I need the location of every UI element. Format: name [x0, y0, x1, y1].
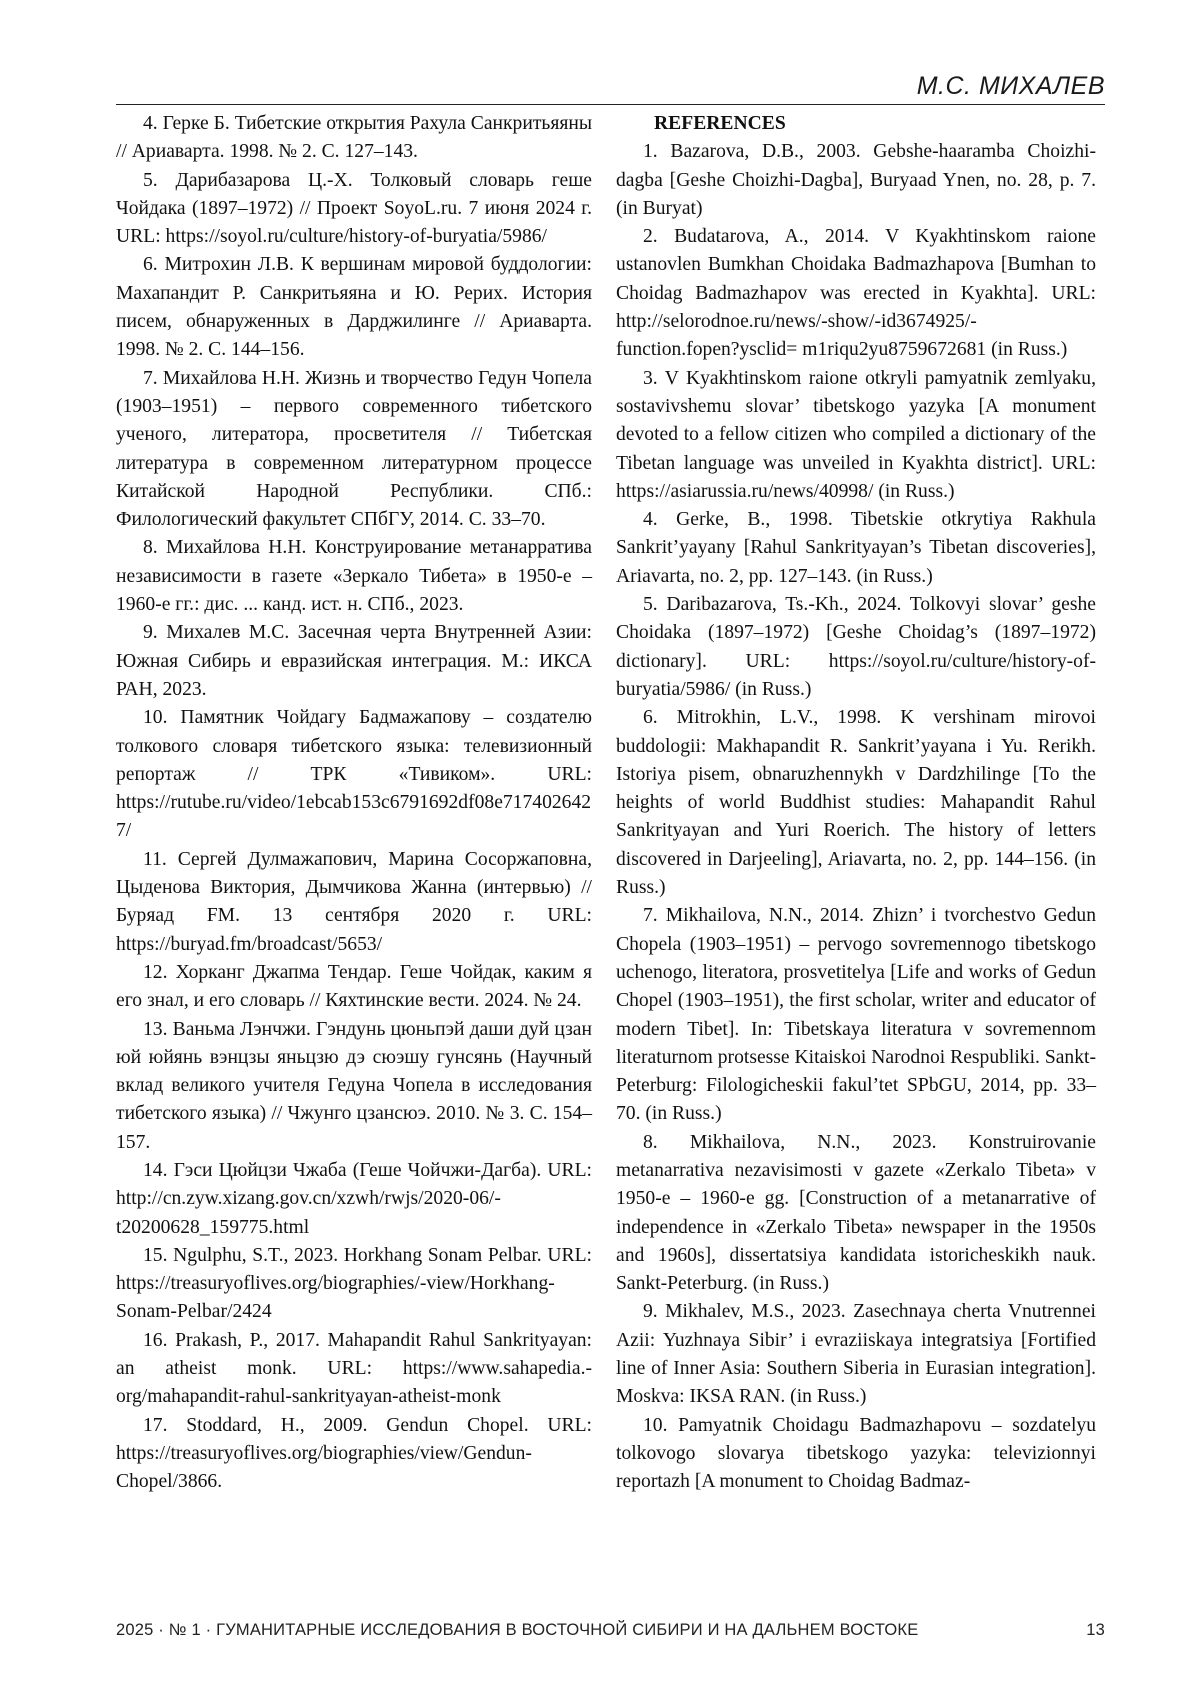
right-column-references	[616, 110, 1096, 1497]
reference-item: 12. Хорканг Джапма Тендар. Геше Чойдак, каким я его знал, и его словарь // Кяхтинские вести. 2024. № 24.	[116, 961, 592, 1012]
reference-item: 15. Ngulphu, S.T., 2023. Horkhang Sonam Pelbar. URL: https://treasuryoflives.org/biographies/-view/Horkhang-Sonam-Pelbar/2424	[116, 1244, 592, 1323]
reference-item: 4. Gerke, B., 1998. Tibetskie otkrytiya Rakhula Sankrit’yayany [Rahul Sankrityayan’s Tibetan discoveries], Ariavarta, no. 2, pp. 127–143. (in Russ.)	[616, 509, 1096, 587]
journal-title: 2025 · № 1 · ГУМАНИТАРНЫЕ ИССЛЕДОВАНИЯ В ВОСТОЧНОЙ СИБИРИ И НА ДАЛЬНЕМ ВОСТОКЕ	[116, 1621, 919, 1639]
reference-item: 9. Михалев М.С. Засечная черта Внутренней Азии: Южная Сибирь и евразийская интеграция. М.: ИКСА РАН, 2023.	[116, 622, 592, 700]
reference-item: 13. Ваньма Лэнчжи. Гэндунь цюньпэй даши дуй цзан юй юйянь вэнцзы яньцзю дэ сюэшу гунсянь (Научный вклад великого учителя Гедуна Чопела в исследования тибетского языка) // Чжунго цзансюэ. 2010. № 3. С. 154–157.	[116, 1018, 592, 1153]
left-column-references	[116, 110, 592, 1497]
reference-item: 5. Daribazarova, Ts.-Kh., 2024. Tolkovyi slovar’ geshe Choidaka (1897–1972) [Geshe Choidag’s (1897–1972) dictionary]. URL: https://soyol.ru/culture/history-of-buryatia/5986/ (in Russ.)	[616, 594, 1096, 700]
running-title: М.С. МИХАЛЕВ	[916, 72, 1105, 100]
reference-item: 1. Bazarova, D.B., 2003. Gebshe-haaramba Choizhi-dagba [Geshe Choizhi-Dagba], Buryaad Ynen, no. 28, p. 7. (in Buryat)	[616, 141, 1096, 219]
reference-item: 2. Budatarova, A., 2014. V Kyakhtinskom raione ustanovlen Bumkhan Choidaka Badmazhapova [Bumhan to Choidag Badmazhapov was erected in Kyakhta]. URL: http://selorodnoe.ru/news/-show/-id3674925/-function.fopen?ysclid= m1riqu2yu8759672681 (in Russ.)	[616, 226, 1096, 361]
reference-item: 6. Митрохин Л.В. К вершинам мировой буддологии: Махапандит Р. Санкритьяяна и Ю. Рерих. История писем, обнаруженных в Дарджилинге // Ариаварта. 1998. № 2. С. 144–156.	[116, 254, 592, 361]
reference-item: 10. Pamyatnik Choidagu Badmazhapovu – sozdatelyu tolkovogo slovarya tibetskogo yazyka: televizionnyi reportazh [A monument to Choidag Badmaz-	[616, 1414, 1096, 1493]
references-heading: REFERENCES	[654, 113, 786, 134]
reference-item: 7. Михайлова Н.Н. Жизнь и творчество Гедун Чопела (1903–1951) – первого современного тибетского ученого, литератора, просветителя // Тибетская литература в современном литературном процессе Китайской Народной Республики. СПб.: Филологический факультет СПбГУ, 2014. С. 33–70.	[116, 367, 592, 531]
reference-item: 14. Гэси Цюйцзи Чжаба (Геше Чойчжи-Дагба). URL: http://cn.zyw.xizang.gov.cn/xzwh/rwjs/2020-06/-t20200628_159775.html	[116, 1159, 592, 1238]
reference-item: 11. Сергей Дулмажапович, Марина Сосоржаповна, Цыденова Виктория, Дымчикова Жанна (интервью) // Буряад FM. 13 сентября 2020 г. URL: https://buryad.fm/broadcast/5653/	[116, 848, 592, 955]
reference-item: 6. Mitrokhin, L.V., 1998. K vershinam mirovoi buddologii: Makhapandit R. Sankrit’yayana i Yu. Rerikh. Istoriya pisem, obnaruzhennykh v Dardzhilinge [To the heights of world Buddhist studies: Mahapandit Rahul Sankrityayan and Yuri Roerich. The history of letters discovered in Darjeeling], Ariavarta, no. 2, pp. 144–156. (in Russ.)	[616, 707, 1096, 899]
reference-item: 8. Михайлова Н.Н. Конструирование метанарратива независимости в газете «Зеркало Тибета» в 1950-е – 1960-е гг.: дис. ... канд. ист. н. СПб., 2023.	[116, 537, 592, 616]
header-rule	[116, 104, 1105, 105]
reference-item: 7. Mikhailova, N.N., 2014. Zhizn’ i tvorchestvo Gedun Chopela (1903–1951) – pervogo sovremennogo tibetskogo uchenogo, literatora, prosvetitelya [Life and works of Gedun Chopel (1903–1951), the first scholar, writer and educator of modern Tibet]. In: Tibetskaya literatura v sovremennom literaturnom protsesse Kitaiskoi Narodnoi Respubliki. Sankt-Peterburg: Filologicheskii fakul’tet SPbGU, 2014, pp. 33–70. (in Russ.)	[616, 905, 1096, 1125]
page-number: 13	[1086, 1621, 1105, 1639]
reference-item: 3. V Kyakhtinskom raione otkryli pamyatnik zemlyaku, sostavivshemu slovar’ tibetskogo yazyka [A monument devoted to a fellow citizen who compiled a dictionary of the Tibetan language was unveiled in Kyakhta district]. URL: https://asiarussia.ru/news/40998/ (in Russ.)	[616, 367, 1096, 502]
reference-item: 17. Stoddard, H., 2009. Gendun Chopel. URL: https://treasuryoflives.org/biographies/view/Gendun-Chopel/3866.	[116, 1414, 592, 1493]
reference-item: 16. Prakash, P., 2017. Mahapandit Rahul Sankrityayan: an atheist monk. URL: https://www.sahapedia.-org/mahapandit-rahul-sankrityayan-atheist-monk	[116, 1329, 592, 1408]
reference-item: 4. Герке Б. Тибетские открытия Рахула Санкритьяяны // Ариаварта. 1998. № 2. С. 127–143.	[116, 113, 592, 163]
reference-item: 8. Mikhailova, N.N., 2023. Konstruirovanie metanarrativa nezavisimosti v gazete «Zerkalo Tibeta» v 1950-e – 1960-e gg. [Construction of a metanarrative of independence in «Zerkalo Tibeta» newspaper in the 1950s and 1960s], dissertatsiya kandidata istoricheskikh nauk. Sankt-Peterburg. (in Russ.)	[616, 1131, 1096, 1295]
reference-item: 10. Памятник Чойдагу Бадмажапову – создателю толкового словаря тибетского языка: телевизионный репортаж // ТРК «Тивиком». URL: https://rutube.ru/video/1ebcab153c6791692df08e7174026427/	[116, 707, 592, 842]
reference-item: 5. Дарибазарова Ц.-Х. Толковый словарь геше Чойдака (1897–1972) // Проект SoyoL.ru. 7 июня 2024 г. URL: https://soyol.ru/culture/history-of-buryatia/5986/	[116, 169, 592, 248]
reference-item: 9. Mikhalev, M.S., 2023. Zasechnaya cherta Vnutrennei Azii: Yuzhnaya Sibir’ i evraziiskaya integratsiya [Fortified line of Inner Asia: Southern Siberia in Eurasian integration]. Moskva: IKSA RAN. (in Russ.)	[616, 1301, 1096, 1408]
